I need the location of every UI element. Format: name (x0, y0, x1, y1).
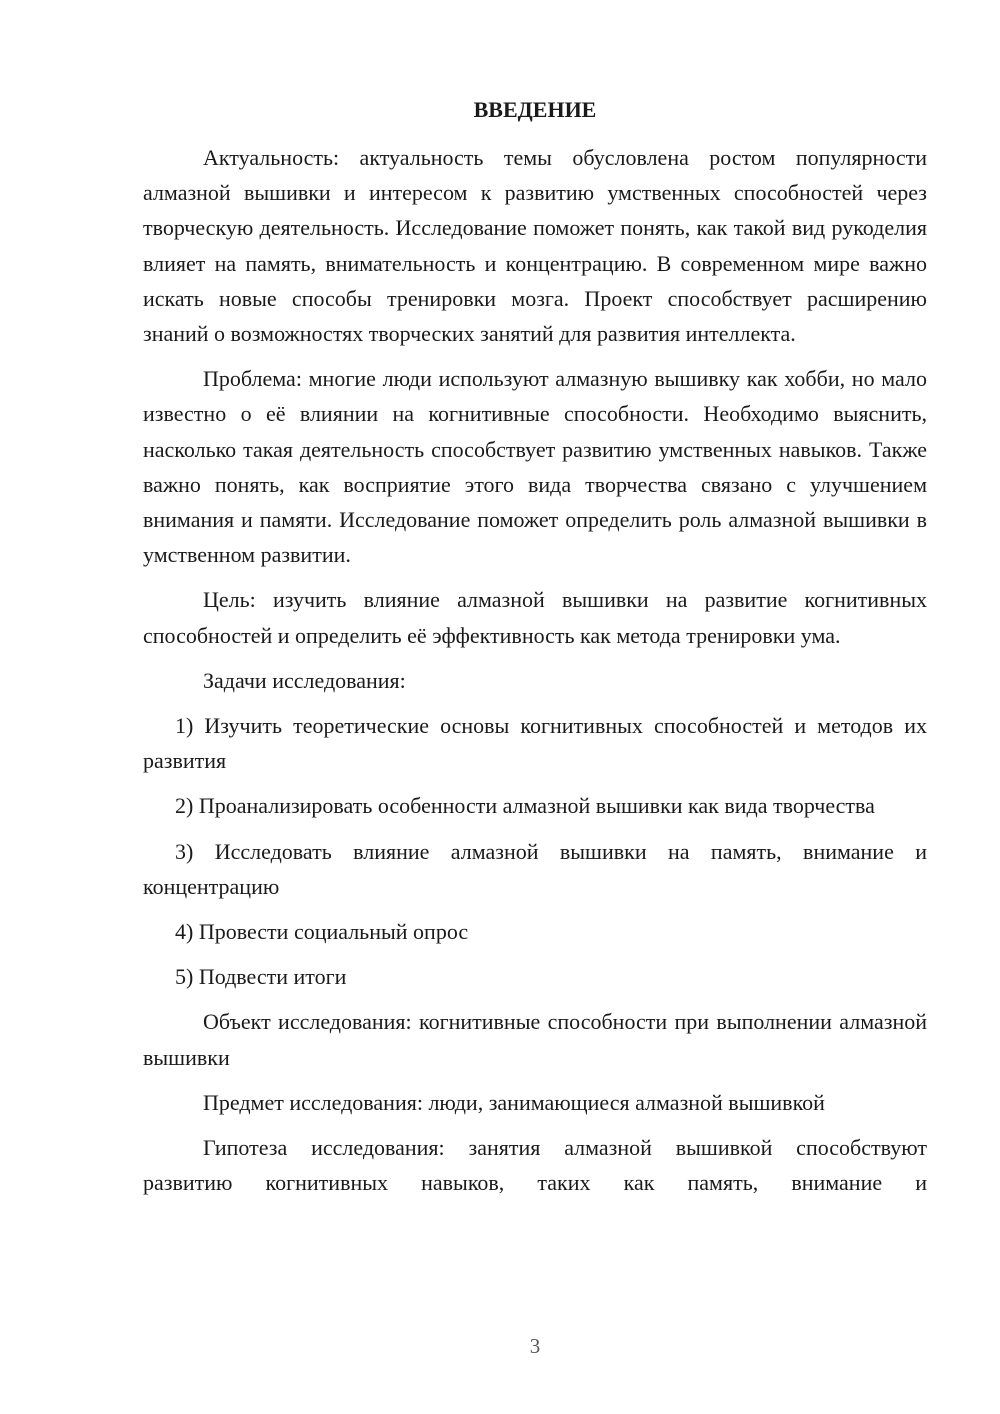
relevance-paragraph: Актуальность: актуальность темы обусловлена ростом популярности алмазной вышивки и интересом к развитию умственных способностей через творческую деятельность. Исследование поможет понять, как такой вид рукоделия влияет на память, внимательность и концентрацию. В современном мире важно искать новые способы тренировки мозга. Проект способствует расширению знаний о возможностях творческих занятий для развития интеллекта. (143, 145, 927, 347)
task-item-1: 1) Изучить теоретические основы когнитивных способностей и методов их развития (143, 713, 927, 774)
goal-paragraph: Цель: изучить влияние алмазной вышивки на развитие когнитивных способностей и определить её эффективность как метода тренировки ума. (143, 587, 927, 648)
task-item-4: 4) Провести социальный опрос (175, 919, 469, 945)
problem-paragraph: Проблема: многие люди используют алмазную вышивку как хобби, но мало известно о её влиянии на когнитивные способности. Необходимо выяснить, насколько такая деятельность способствует развитию умственных навыков. Также важно понять, как восприятие этого вида творчества связано с улучшением внимания и памяти. Исследование поможет определить роль алмазной вышивки в умственном развитии. (143, 366, 927, 568)
object-paragraph: Объект исследования: когнитивные способности при выполнении алмазной вышивки (143, 1009, 927, 1070)
subject-paragraph: Предмет исследования: люди, занимающиеся алмазной вышивкой (203, 1089, 825, 1115)
task-item-3: 3) Исследовать влияние алмазной вышивки на память, внимание и концентрацию (143, 838, 927, 899)
page-number: 3 (529, 1334, 541, 1358)
page-title: ВВЕДЕНИЕ (473, 97, 597, 122)
tasks-heading: Задачи исследования: (203, 667, 406, 693)
document-body (143, 92, 927, 1210)
task-item-5: 5) Подвести итоги (175, 964, 347, 990)
hypothesis-paragraph: Гипотеза исследования: занятия алмазной вышивкой способствуют развитию когнитивных навыков, таких как память, внимание и (143, 1135, 927, 1196)
task-item-2: 2) Проанализировать особенности алмазной вышивки как вида творчества (175, 793, 875, 819)
